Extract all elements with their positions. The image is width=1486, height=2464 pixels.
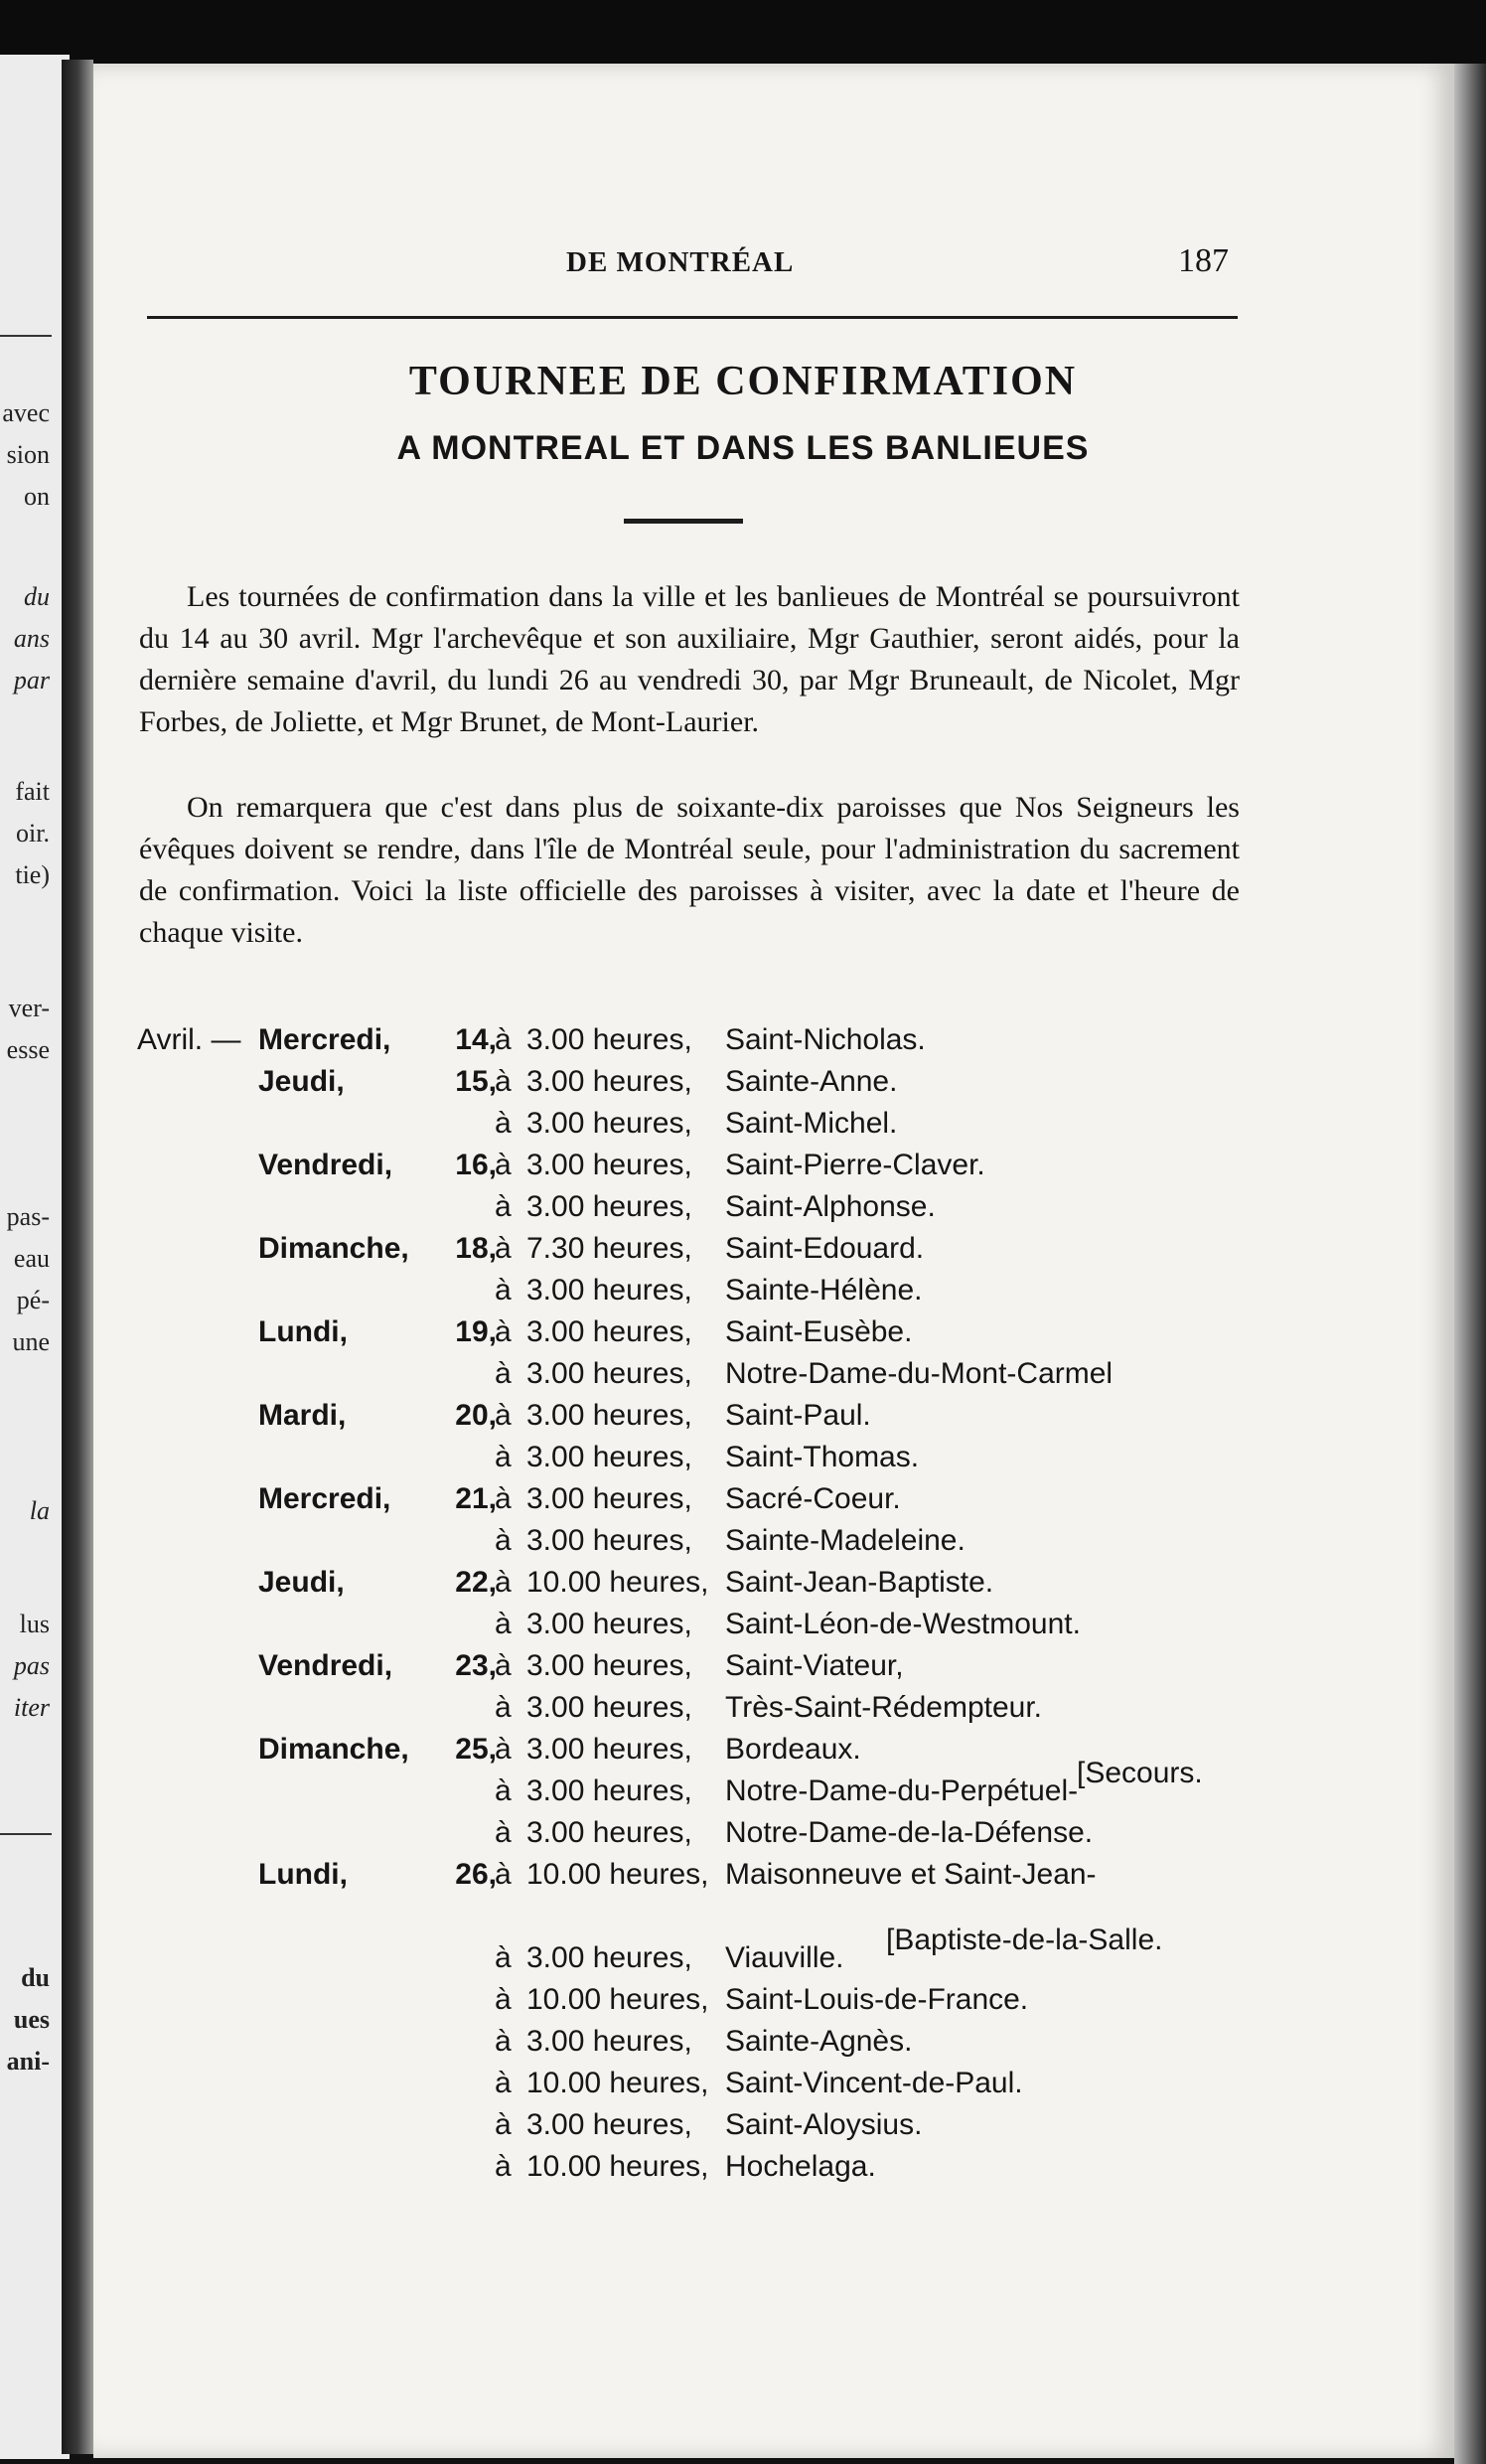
schedule-time: 3.00 heures, (526, 1608, 692, 1640)
intro-paragraph (139, 787, 1240, 954)
title-rule (624, 519, 743, 524)
schedule-time: 3.00 heures, (526, 1357, 692, 1390)
schedule-a: à (495, 1566, 512, 1599)
schedule-time: 10.00 heures, (526, 1566, 709, 1599)
schedule-place: Saint-Viateur, (725, 1649, 904, 1682)
schedule-day: Vendredi, (258, 1649, 393, 1682)
schedule-time: 3.00 heures, (526, 1023, 692, 1056)
schedule-date: 19, (455, 1315, 497, 1348)
schedule-a: à (495, 1774, 512, 1807)
schedule-day: Lundi, (258, 1315, 348, 1348)
schedule-a: à (495, 1065, 512, 1098)
schedule-day: Jeudi, (258, 1065, 345, 1098)
schedule-date: 25, (455, 1733, 497, 1766)
facing-page-rule (0, 335, 52, 337)
schedule-a: à (495, 1691, 512, 1724)
schedule-place: Saint-Michel. (725, 1107, 898, 1140)
schedule-place: Saint-Vincent-de-Paul. (725, 2067, 1023, 2099)
schedule-time: 10.00 heures, (526, 1858, 709, 1891)
paragraph-2: On remarquera que c'est dans plus de soixante-dix paroisses que Nos Seigneurs les évêques doivent se rendre, dans l'île de Montréal seule, pour l'administration du sacrement de confirmation. Voici la liste officielle des paroisses à visiter, avec la date et l'heure de chaque visite. (139, 791, 1240, 949)
schedule-time: 3.00 heures, (526, 1149, 692, 1181)
facing-page-fragment: du (24, 582, 50, 611)
schedule-a: à (495, 1649, 512, 1682)
facing-page-fragment: par (13, 666, 50, 694)
schedule-place: Saint-Léon-de-Westmount. (725, 1608, 1081, 1640)
schedule-place: Saint-Paul. (725, 1399, 871, 1432)
schedule-time: 3.00 heures, (526, 1399, 692, 1432)
schedule-time: 3.00 heures, (526, 1816, 692, 1849)
schedule-a: à (495, 1399, 512, 1432)
schedule-a: à (495, 2025, 512, 2058)
schedule-a: à (495, 1315, 512, 1348)
schedule-date: 18, (455, 1232, 497, 1265)
facing-page-fragment: pé- (16, 1286, 50, 1314)
schedule-a: à (495, 1023, 512, 1056)
schedule-time: 10.00 heures, (526, 2067, 709, 2099)
schedule-time: 3.00 heures, (526, 1524, 692, 1557)
schedule-place: Saint-Edouard. (725, 1232, 925, 1265)
schedule-place: Notre-Dame-du-Perpétuel- (725, 1774, 1079, 1807)
schedule-time: 3.00 heures, (526, 1190, 692, 1223)
facing-page-fragment: ans (13, 624, 50, 653)
schedule-place: Sainte-Agnès. (725, 2025, 913, 2058)
facing-page-fragment: lus (19, 1610, 50, 1638)
schedule-day: Lundi, (258, 1858, 348, 1891)
schedule-place: Sacré-Coeur. (725, 1482, 901, 1515)
schedule-place: Sainte-Hélène. (725, 1274, 923, 1307)
schedule-time: 10.00 heures, (526, 1983, 709, 2016)
running-head: DE MONTRÉAL (566, 246, 795, 278)
facing-page-fragment: ues (13, 2005, 50, 2034)
schedule-place: Maisonneuve et Saint-Jean- (725, 1858, 1097, 1891)
schedule-date: 20, (455, 1399, 497, 1432)
schedule-place: Notre-Dame-de-la-Défense. (725, 1816, 1094, 1849)
facing-page-fragment: la (29, 1496, 50, 1525)
paragraph-1: Les tournées de confirmation dans la ville et les banlieues de Montréal se poursuivront du 14 au 30 avril. Mgr l'archevêque et son auxiliaire, Mgr Gauthier, seront aidés, pour la dernière semaine d'avril, du lundi 26 au vendredi 30, par Mgr Bruneault, de Nicolet, Mgr Forbes, de Joliette, et Mgr Brunet, de Mont-Laurier. (139, 580, 1240, 738)
schedule-time: 3.00 heures, (526, 2025, 692, 2058)
facing-page-fragment: on (24, 482, 50, 511)
schedule-day: Mercredi, (258, 1482, 391, 1515)
schedule-a: à (495, 1482, 512, 1515)
schedule-day: Dimanche, (258, 1733, 409, 1766)
facing-page-fragment: une (12, 1327, 50, 1356)
schedule-time: 3.00 heures, (526, 1482, 692, 1515)
page-edge-right (1454, 64, 1486, 2464)
schedule-time: 7.30 heures, (526, 1232, 692, 1265)
article-title: TOURNEE DE CONFIRMATION (408, 359, 1078, 404)
article-subtitle: A MONTREAL ET DANS LES BANLIEUES (396, 429, 1090, 467)
schedule-time: 3.00 heures, (526, 1649, 692, 1682)
facing-page-edge (0, 55, 70, 2459)
schedule-day: Vendredi, (258, 1149, 393, 1181)
facing-page-fragment: eau (13, 1244, 50, 1273)
schedule-time: 3.00 heures, (526, 1941, 692, 1974)
schedule-time: 3.00 heures, (526, 1441, 692, 1473)
schedule-a: à (495, 1608, 512, 1640)
facing-page-fragment: pas (13, 1651, 50, 1680)
schedule-time: 3.00 heures, (526, 1315, 692, 1348)
facing-page-fragment: fait (15, 777, 50, 806)
schedule-a: à (495, 1274, 512, 1307)
continuation-text: [Secours. (1077, 1757, 1203, 1789)
facing-page-fragment: sion (6, 440, 50, 469)
schedule-place: Notre-Dame-du-Mont-Carmel (725, 1357, 1114, 1390)
schedule-a: à (495, 1983, 512, 2016)
facing-page-fragment: pas- (6, 1202, 50, 1231)
schedule-a: à (495, 1733, 512, 1766)
schedule-place: Hochelaga. (725, 2150, 876, 2183)
schedule-place: Très-Saint-Rédempteur. (725, 1691, 1043, 1724)
schedule-date: 23, (455, 1649, 497, 1682)
schedule-day: Mardi, (258, 1399, 347, 1432)
schedule-time: 10.00 heures, (526, 2150, 709, 2183)
page-number: 187 (1178, 242, 1229, 279)
schedule-place: Saint-Thomas. (725, 1441, 920, 1473)
schedule-place: Bordeaux. (725, 1733, 861, 1766)
schedule-a: à (495, 1232, 512, 1265)
schedule-a: à (495, 1816, 512, 1849)
schedule-a: à (495, 1524, 512, 1557)
schedule-time: 3.00 heures, (526, 2108, 692, 2141)
schedule-place: Sainte-Anne. (725, 1065, 898, 1098)
schedule-date: 21, (455, 1482, 497, 1515)
schedule-date: 14, (455, 1023, 497, 1056)
schedule-a: à (495, 2067, 512, 2099)
schedule-a: à (495, 1107, 512, 1140)
schedule-date: 26, (455, 1858, 497, 1891)
facing-page-fragment: tie) (15, 860, 50, 889)
schedule-time: 3.00 heures, (526, 1691, 692, 1724)
continuation-text: [Baptiste-de-la-Salle. (886, 1924, 1163, 1956)
schedule-place: Saint-Louis-de-France. (725, 1983, 1029, 2016)
scan-top-border (0, 0, 1486, 70)
facing-page-fragment: avec (2, 398, 50, 427)
facing-page-fragment: iter (13, 1693, 50, 1722)
facing-page-fragment: esse (6, 1035, 50, 1064)
schedule-place: Saint-Eusèbe. (725, 1315, 913, 1348)
schedule-a: à (495, 1858, 512, 1891)
schedule-a: à (495, 1149, 512, 1181)
schedule-a: à (495, 2108, 512, 2141)
schedule-place: Saint-Alphonse. (725, 1190, 936, 1223)
schedule-time: 3.00 heures, (526, 1107, 692, 1140)
schedule-day: Jeudi, (258, 1566, 345, 1599)
schedule-time: 3.00 heures, (526, 1733, 692, 1766)
facing-page-fragment: du (21, 1963, 50, 1992)
schedule-place: Saint-Aloysius. (725, 2108, 923, 2141)
book-gutter (62, 60, 93, 2454)
schedule-time: 3.00 heures, (526, 1774, 692, 1807)
facing-page-fragment: oir. (16, 819, 50, 847)
schedule-place: Saint-Pierre-Claver. (725, 1149, 985, 1181)
intro-paragraph (139, 576, 1240, 743)
schedule-a: à (495, 2150, 512, 2183)
schedule-place: Viauville. (725, 1941, 844, 1974)
schedule-place: Sainte-Madeleine. (725, 1524, 966, 1557)
schedule-time: 3.00 heures, (526, 1274, 692, 1307)
schedule-date: 16, (455, 1149, 497, 1181)
schedule-place: Saint-Jean-Baptiste. (725, 1566, 994, 1599)
schedule-date: 15, (455, 1065, 497, 1098)
schedule-a: à (495, 1441, 512, 1473)
month-label: Avril. — (137, 1023, 241, 1056)
schedule-time: 3.00 heures, (526, 1065, 692, 1098)
schedule-a: à (495, 1357, 512, 1390)
header-rule (147, 316, 1238, 319)
facing-page-rule (0, 1833, 52, 1835)
schedule-day: Dimanche, (258, 1232, 409, 1265)
schedule-date: 22, (455, 1566, 497, 1599)
schedule-place: Saint-Nicholas. (725, 1023, 926, 1056)
facing-page-fragment: ani- (6, 2047, 50, 2076)
facing-page-fragment: ver- (8, 994, 50, 1022)
schedule-a: à (495, 1941, 512, 1974)
schedule-a: à (495, 1190, 512, 1223)
schedule-day: Mercredi, (258, 1023, 391, 1056)
